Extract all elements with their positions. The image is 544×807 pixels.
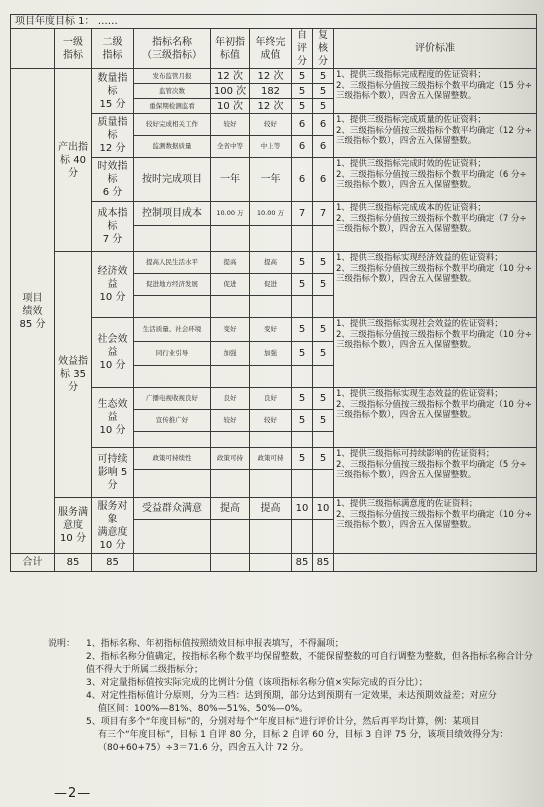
self-score: 5 <box>292 342 313 366</box>
self-score: 6 <box>292 114 313 136</box>
notes <box>48 638 534 755</box>
indicator-name: 按时完成项目 <box>134 158 211 202</box>
indicator-name: 监管次数 <box>134 84 211 99</box>
level3-quantity: 数量指标 15 分 <box>92 69 134 114</box>
initial-value: 较好 <box>211 410 250 432</box>
review-empty <box>313 520 334 554</box>
initial-empty <box>211 296 250 318</box>
indicator-name: 广播电视收视良好 <box>134 388 211 410</box>
criteria-timeliness: 1、提供三级指标完成时效的佐证资料； 2、三级指标分值按三级指标个数平均确定（6 分÷三级指标个数），四舍五入保留整数。 <box>334 158 537 202</box>
level3-quality: 质量指标 12 分 <box>92 114 134 158</box>
self-score: 5 <box>292 274 313 296</box>
self-score: 5 <box>292 69 313 84</box>
review-score: 6 <box>313 158 334 202</box>
review-score: 7 <box>313 202 334 226</box>
criteria-social: 1、提供三级指标实现社会效益的佐证资料； 2、三级指标分值按三级指标个数平均确定（10 分÷三级指标个数），四舍五入保留整数。 <box>334 318 537 388</box>
total-review-score: 85 <box>313 554 334 572</box>
self-empty <box>292 520 313 554</box>
indicator-name: 控制项目成本 <box>134 202 211 226</box>
self-empty <box>292 296 313 318</box>
indicator-name: 促进地方经济发展 <box>134 274 211 296</box>
initial-value: 良好 <box>211 388 250 410</box>
criteria-quality: 1、提供三级指标完成质量的佐证资料； 2、三级指标分值按三级指标个数平均确定（12 分÷三级指标个数），四舍五入保留整数。 <box>334 114 537 158</box>
level2-output: 产出指 标 40 分 <box>55 69 92 252</box>
evaluation-table <box>10 14 537 572</box>
header-initial: 年初指 标值 <box>211 29 250 69</box>
indicator-name: 受益群众满意 <box>134 498 211 520</box>
indicator-empty <box>134 296 211 318</box>
header-review-score: 复核 分 <box>313 29 334 69</box>
initial-value: 提高 <box>211 498 250 520</box>
final-empty <box>250 226 292 252</box>
review-empty <box>313 470 334 498</box>
initial-value: 10 次 <box>211 99 250 114</box>
indicator-name: 宣传推广好 <box>134 410 211 432</box>
indicator-name: 重保期检测监看 <box>134 99 211 114</box>
final-value: 提高 <box>250 252 292 274</box>
self-empty <box>292 366 313 388</box>
initial-value: 100 次 <box>211 84 250 99</box>
final-value: 较好 <box>250 410 292 432</box>
level3-economic: 经济效益 10 分 <box>92 252 134 318</box>
initial-value: 全省中等 <box>211 136 250 158</box>
header-final: 年终完 成值 <box>250 29 292 69</box>
initial-value: 促进 <box>211 274 250 296</box>
review-score: 5 <box>313 448 334 470</box>
self-empty <box>292 432 313 448</box>
initial-value: 一年 <box>211 158 250 202</box>
review-score: 5 <box>313 252 334 274</box>
initial-empty <box>211 520 250 554</box>
self-score: 5 <box>292 84 313 99</box>
criteria-service: 1、提供三级指标满意度的佐证资料； 2、三级指标分值按三级指标个数平均确定（10 分÷三级指标个数），四舍五入保留整数。 <box>334 498 537 554</box>
initial-value: 较好 <box>211 114 250 136</box>
total-level1: 85 <box>55 554 92 572</box>
note-5a: 5、项目有多个“年度目标”的，分别对每个“年度目标”进行评价计分，然后再平均计算，例：某项目 <box>86 717 480 727</box>
level3-timeliness: 时效指标 6 分 <box>92 158 134 202</box>
review-score: 5 <box>313 410 334 432</box>
criteria-quantity: 1、提供三级指标完成程度的佐证资料； 2、三级指标分值按三级指标个数平均确定（15 分÷三级指标个数），四舍五入保留整数。 <box>334 69 537 114</box>
header-level2: 二级 指标 <box>92 29 134 69</box>
note-5b: 有三个“年度目标”，目标 1 自评 80 分，目标 2 自评 60 分，目标 3 自评 75 分，该项目绩效得分为： <box>98 730 509 740</box>
total-self-score: 85 <box>292 554 313 572</box>
self-score: 5 <box>292 410 313 432</box>
review-score: 6 <box>313 114 334 136</box>
review-empty <box>313 366 334 388</box>
indicator-empty <box>134 366 211 388</box>
indicator-name: 同行业引导 <box>134 342 211 366</box>
indicator-name: 发布监管月报 <box>134 69 211 84</box>
review-score: 10 <box>313 498 334 520</box>
header-level3: 指标名称 （三级指标） <box>134 29 211 69</box>
level3-ecological: 生态效益 10 分 <box>92 388 134 448</box>
final-empty <box>250 366 292 388</box>
header-self-score: 自评 分 <box>292 29 313 69</box>
review-empty <box>313 296 334 318</box>
self-empty <box>292 226 313 252</box>
final-value: 一年 <box>250 158 292 202</box>
note-4a: 4、对定性指标值计分原则，分为三档：达到预期，部分达到预期有一定效果，未达预期效益差；对应分 <box>86 691 497 701</box>
final-value: 10.00 万 <box>250 202 292 226</box>
final-value: 提高 <box>250 498 292 520</box>
review-score: 6 <box>313 136 334 158</box>
goal-label: 项目年度目标 1： …… <box>11 15 537 29</box>
initial-empty <box>211 226 250 252</box>
review-score: 5 <box>313 274 334 296</box>
final-empty <box>250 432 292 448</box>
indicator-name: 较好完成相关工作 <box>134 114 211 136</box>
indicator-empty <box>134 520 211 554</box>
note-2: 2、指标名称分值确定，按指标名称个数平均保留整数，不能保留整数的可自行调整为整数，但各指标名称合计分值不得大于所属二级指标分； <box>86 652 533 675</box>
level1-performance: 项目 绩效 85 分 <box>11 69 55 554</box>
header-criteria: 评价标准 <box>334 29 537 69</box>
header-level1: 一级 指标 <box>55 29 92 69</box>
criteria-economic: 1、提供三级指标实现经济效益的佐证资料； 2、三级指标分值按三级指标个数平均确定（10 分÷三级指标个数），四舍五入保留整数。 <box>334 252 537 318</box>
review-empty <box>313 432 334 448</box>
review-score: 5 <box>313 342 334 366</box>
self-score: 5 <box>292 99 313 114</box>
criteria-ecological: 1、提供三级指标实现生态效益的佐证资料； 2、三级指标分值按三级指标个数平均确定（10 分÷三级指标个数），四舍五入保留整数。 <box>334 388 537 448</box>
initial-empty <box>211 470 250 498</box>
final-value: 促进 <box>250 274 292 296</box>
level2-satisfaction: 服务满 意度 10 分 <box>55 498 92 554</box>
self-empty <box>292 470 313 498</box>
final-value: 良好 <box>250 388 292 410</box>
page-number: —2— <box>54 786 92 801</box>
initial-value: 12 次 <box>211 69 250 84</box>
final-value: 182 <box>250 84 292 99</box>
total-level2: 85 <box>92 554 134 572</box>
review-score: 5 <box>313 388 334 410</box>
initial-value: 加强 <box>211 342 250 366</box>
criteria-cost: 1、提供三级指标完成成本的佐证资料； 2、三级指标分值按三级指标个数平均确定（7 分÷三级指标个数），四舍五入保留整数。 <box>334 202 537 252</box>
review-score: 5 <box>313 84 334 99</box>
indicator-name: 生活质量、社会环境 <box>134 318 211 342</box>
self-score: 6 <box>292 158 313 202</box>
self-score: 10 <box>292 498 313 520</box>
initial-value: 提高 <box>211 252 250 274</box>
final-empty <box>250 296 292 318</box>
self-score: 6 <box>292 136 313 158</box>
final-value: 政策可持 <box>250 448 292 470</box>
initial-value: 变好 <box>211 318 250 342</box>
level3-social: 社会效益 10 分 <box>92 318 134 388</box>
notes-label: 说明： <box>48 639 76 649</box>
final-value: 12 次 <box>250 69 292 84</box>
note-4b: 值区间：100%—81%、80%—51%、50%—0%。 <box>98 704 309 714</box>
criteria-sustainable: 1、提供三级指标可持续影响的佐证资料； 2、三级指标分值按三级指标个数平均确定（5 分÷三级指标个数），四舍五入保留整数。 <box>334 448 537 498</box>
review-score: 5 <box>313 69 334 84</box>
final-value: 12 次 <box>250 99 292 114</box>
indicator-name: 提高人民生活水平 <box>134 252 211 274</box>
final-value: 加强 <box>250 342 292 366</box>
indicator-name: 政策可持续性 <box>134 448 211 470</box>
self-score: 5 <box>292 318 313 342</box>
review-score: 5 <box>313 99 334 114</box>
note-5c: （80+60+75）÷3＝71.6 分，四舍五入计 72 分。 <box>98 743 309 753</box>
indicator-empty <box>134 432 211 448</box>
review-empty <box>313 226 334 252</box>
final-empty <box>250 520 292 554</box>
final-value: 变好 <box>250 318 292 342</box>
self-score: 5 <box>292 448 313 470</box>
self-score: 5 <box>292 252 313 274</box>
review-score: 5 <box>313 318 334 342</box>
final-empty <box>250 470 292 498</box>
initial-empty <box>211 366 250 388</box>
self-score: 7 <box>292 202 313 226</box>
total-label: 合计 <box>11 554 55 572</box>
note-3: 3、对定量指标值按实际完成的比例计分值（该项指标名称分值×实际完成的百分比）； <box>86 678 428 688</box>
initial-empty <box>211 432 250 448</box>
final-value: 较好 <box>250 114 292 136</box>
indicator-name: 监测数据质量 <box>134 136 211 158</box>
level2-effect: 效益指 标 35 分 <box>55 252 92 498</box>
note-1: 1、指标名称、年初指标值按照绩效目标申报表填写，不得漏项； <box>86 639 344 649</box>
level3-sustainable: 可持续 影响 5 分 <box>92 448 134 498</box>
final-value: 中上等 <box>250 136 292 158</box>
indicator-empty <box>134 470 211 498</box>
initial-value: 政策可持 <box>211 448 250 470</box>
initial-value: 10.00 万 <box>211 202 250 226</box>
level3-cost: 成本指标 7 分 <box>92 202 134 252</box>
level3-service: 服务对象 满意度 10 分 <box>92 498 134 554</box>
indicator-empty <box>134 226 211 252</box>
self-score: 5 <box>292 388 313 410</box>
